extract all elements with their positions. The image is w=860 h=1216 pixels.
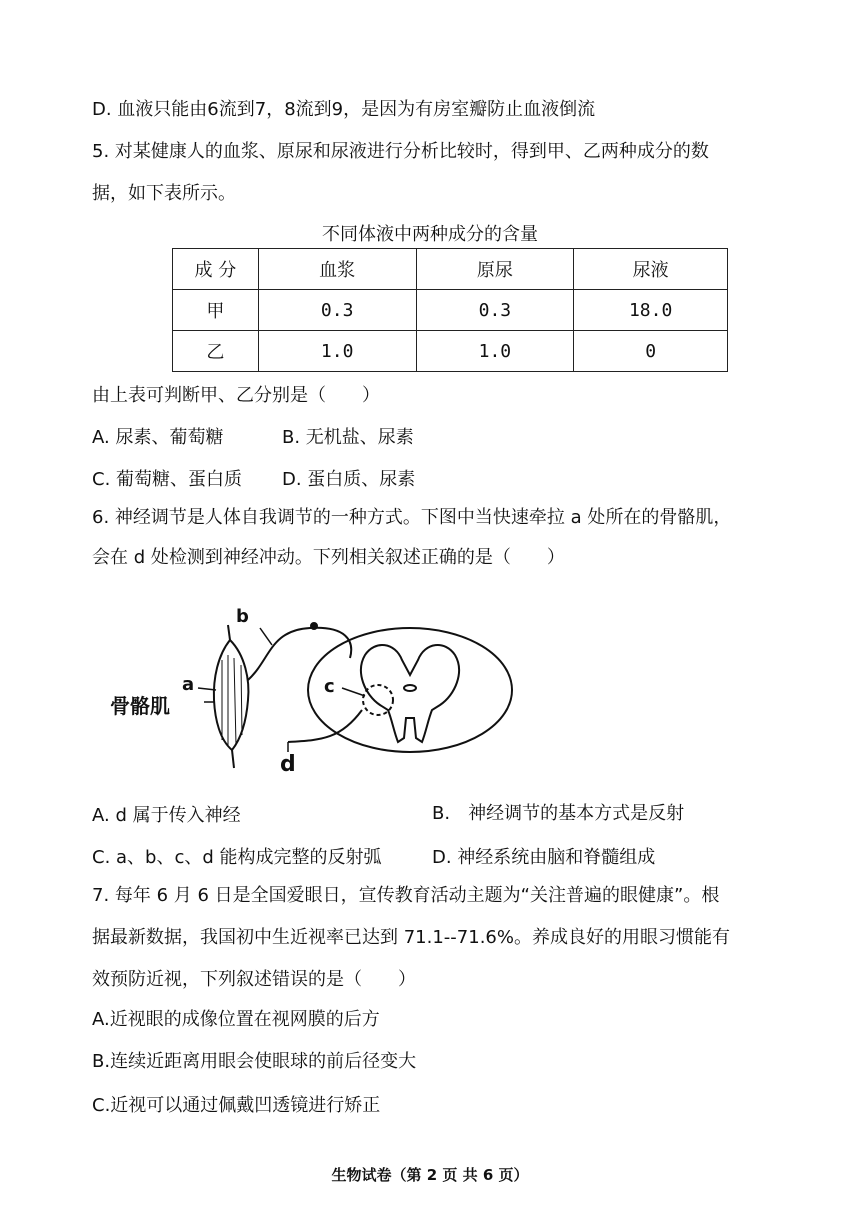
label-b-leader	[260, 628, 272, 645]
table-cell: 乙	[173, 331, 259, 372]
ganglion-dot	[311, 623, 317, 629]
q7-option-c: C.近视可以通过佩戴凹透镜进行矫正	[92, 1095, 381, 1116]
table-row	[173, 290, 728, 331]
muscle-label: 骨骼肌	[110, 694, 170, 718]
table-cell: 1.0	[258, 331, 416, 372]
q5-option-b: B. 无机盐、尿素	[282, 427, 414, 448]
q6-option-b: B. 神经调节的基本方式是反射	[432, 803, 685, 824]
q7-stem-line2: 据最新数据，我国初中生近视率已达到 71.1--71.6%。养成良好的用眼习惯能有	[92, 927, 730, 948]
table-cell: 0.3	[258, 290, 416, 331]
header-cell: 成 分	[173, 249, 259, 290]
table-cell: 18.0	[574, 290, 728, 331]
motor-nerve-d	[288, 710, 362, 742]
q5-stem-line1: 5. 对某健康人的血浆、原尿和尿液进行分析比较时，得到甲、乙两种成分的数	[92, 141, 709, 162]
q5-option-d: D. 蛋白质、尿素	[282, 469, 416, 490]
reflex-arc-drawing	[110, 600, 530, 780]
q7-stem-line1: 7. 每年 6 月 6 日是全国爱眼日，宣传教育活动主题为“关注普遍的眼健康”。根	[92, 885, 720, 906]
label-b: b	[236, 606, 249, 627]
label-c: c	[324, 676, 335, 697]
table-header-row	[173, 249, 728, 290]
label-d: d	[280, 752, 296, 777]
q5-option-a: A. 尿素、葡萄糖	[92, 427, 224, 448]
q5-question: 由上表可判断甲、乙分别是（ ）	[92, 385, 380, 406]
page-footer: 生物试卷（第 2 页 共 6 页）	[331, 1166, 529, 1184]
grey-matter	[361, 645, 459, 742]
muscle-fibers	[222, 655, 242, 745]
q5-option-c: C. 葡萄糖、蛋白质	[92, 469, 243, 490]
table-row	[173, 331, 728, 372]
header-cell: 尿液	[574, 249, 728, 290]
q6-stem-line2: 会在 d 处检测到神经冲动。下列相关叙述正确的是（ ）	[92, 547, 565, 568]
label-c-leader	[342, 688, 365, 696]
q6-option-c: C. a、b、c、d 能构成完整的反射弧	[92, 847, 382, 868]
q7-option-a: A.近视眼的成像位置在视网膜的后方	[92, 1009, 380, 1030]
table-cell: 0	[574, 331, 728, 372]
q6-option-a: A. d 属于传入神经	[92, 805, 241, 826]
label-a: a	[182, 674, 195, 695]
central-canal	[404, 685, 416, 691]
q7-stem-line3: 效预防近视，下列叙述错误的是（ ）	[92, 969, 416, 990]
table-title: 不同体液中两种成分的含量	[322, 224, 538, 245]
header-cell: 血浆	[258, 249, 416, 290]
composition-table	[172, 248, 728, 372]
sensory-nerve-b	[248, 628, 351, 680]
muscle-tendon-top	[228, 625, 230, 640]
table-cell: 甲	[173, 290, 259, 331]
q4-option-d: D. 血液只能由6流到7，8流到9，是因为有房室瓣防止血液倒流	[92, 99, 596, 120]
muscle-body	[214, 640, 249, 750]
q7-option-b: B.连续近距离用眼会使眼球的前后径变大	[92, 1051, 417, 1072]
table-cell: 0.3	[416, 290, 574, 331]
q6-stem-line1: 6. 神经调节是人体自我调节的一种方式。下图中当快速牵拉 a 处所在的骨骼肌，	[92, 507, 732, 528]
q6-option-d: D. 神经系统由脑和脊髓组成	[432, 847, 656, 868]
reflex-arc-diagram	[110, 600, 530, 780]
muscle-tendon-bottom	[232, 750, 234, 768]
q5-stem-line2: 据，如下表所示。	[92, 183, 236, 204]
header-cell: 原尿	[416, 249, 574, 290]
table-cell: 1.0	[416, 331, 574, 372]
